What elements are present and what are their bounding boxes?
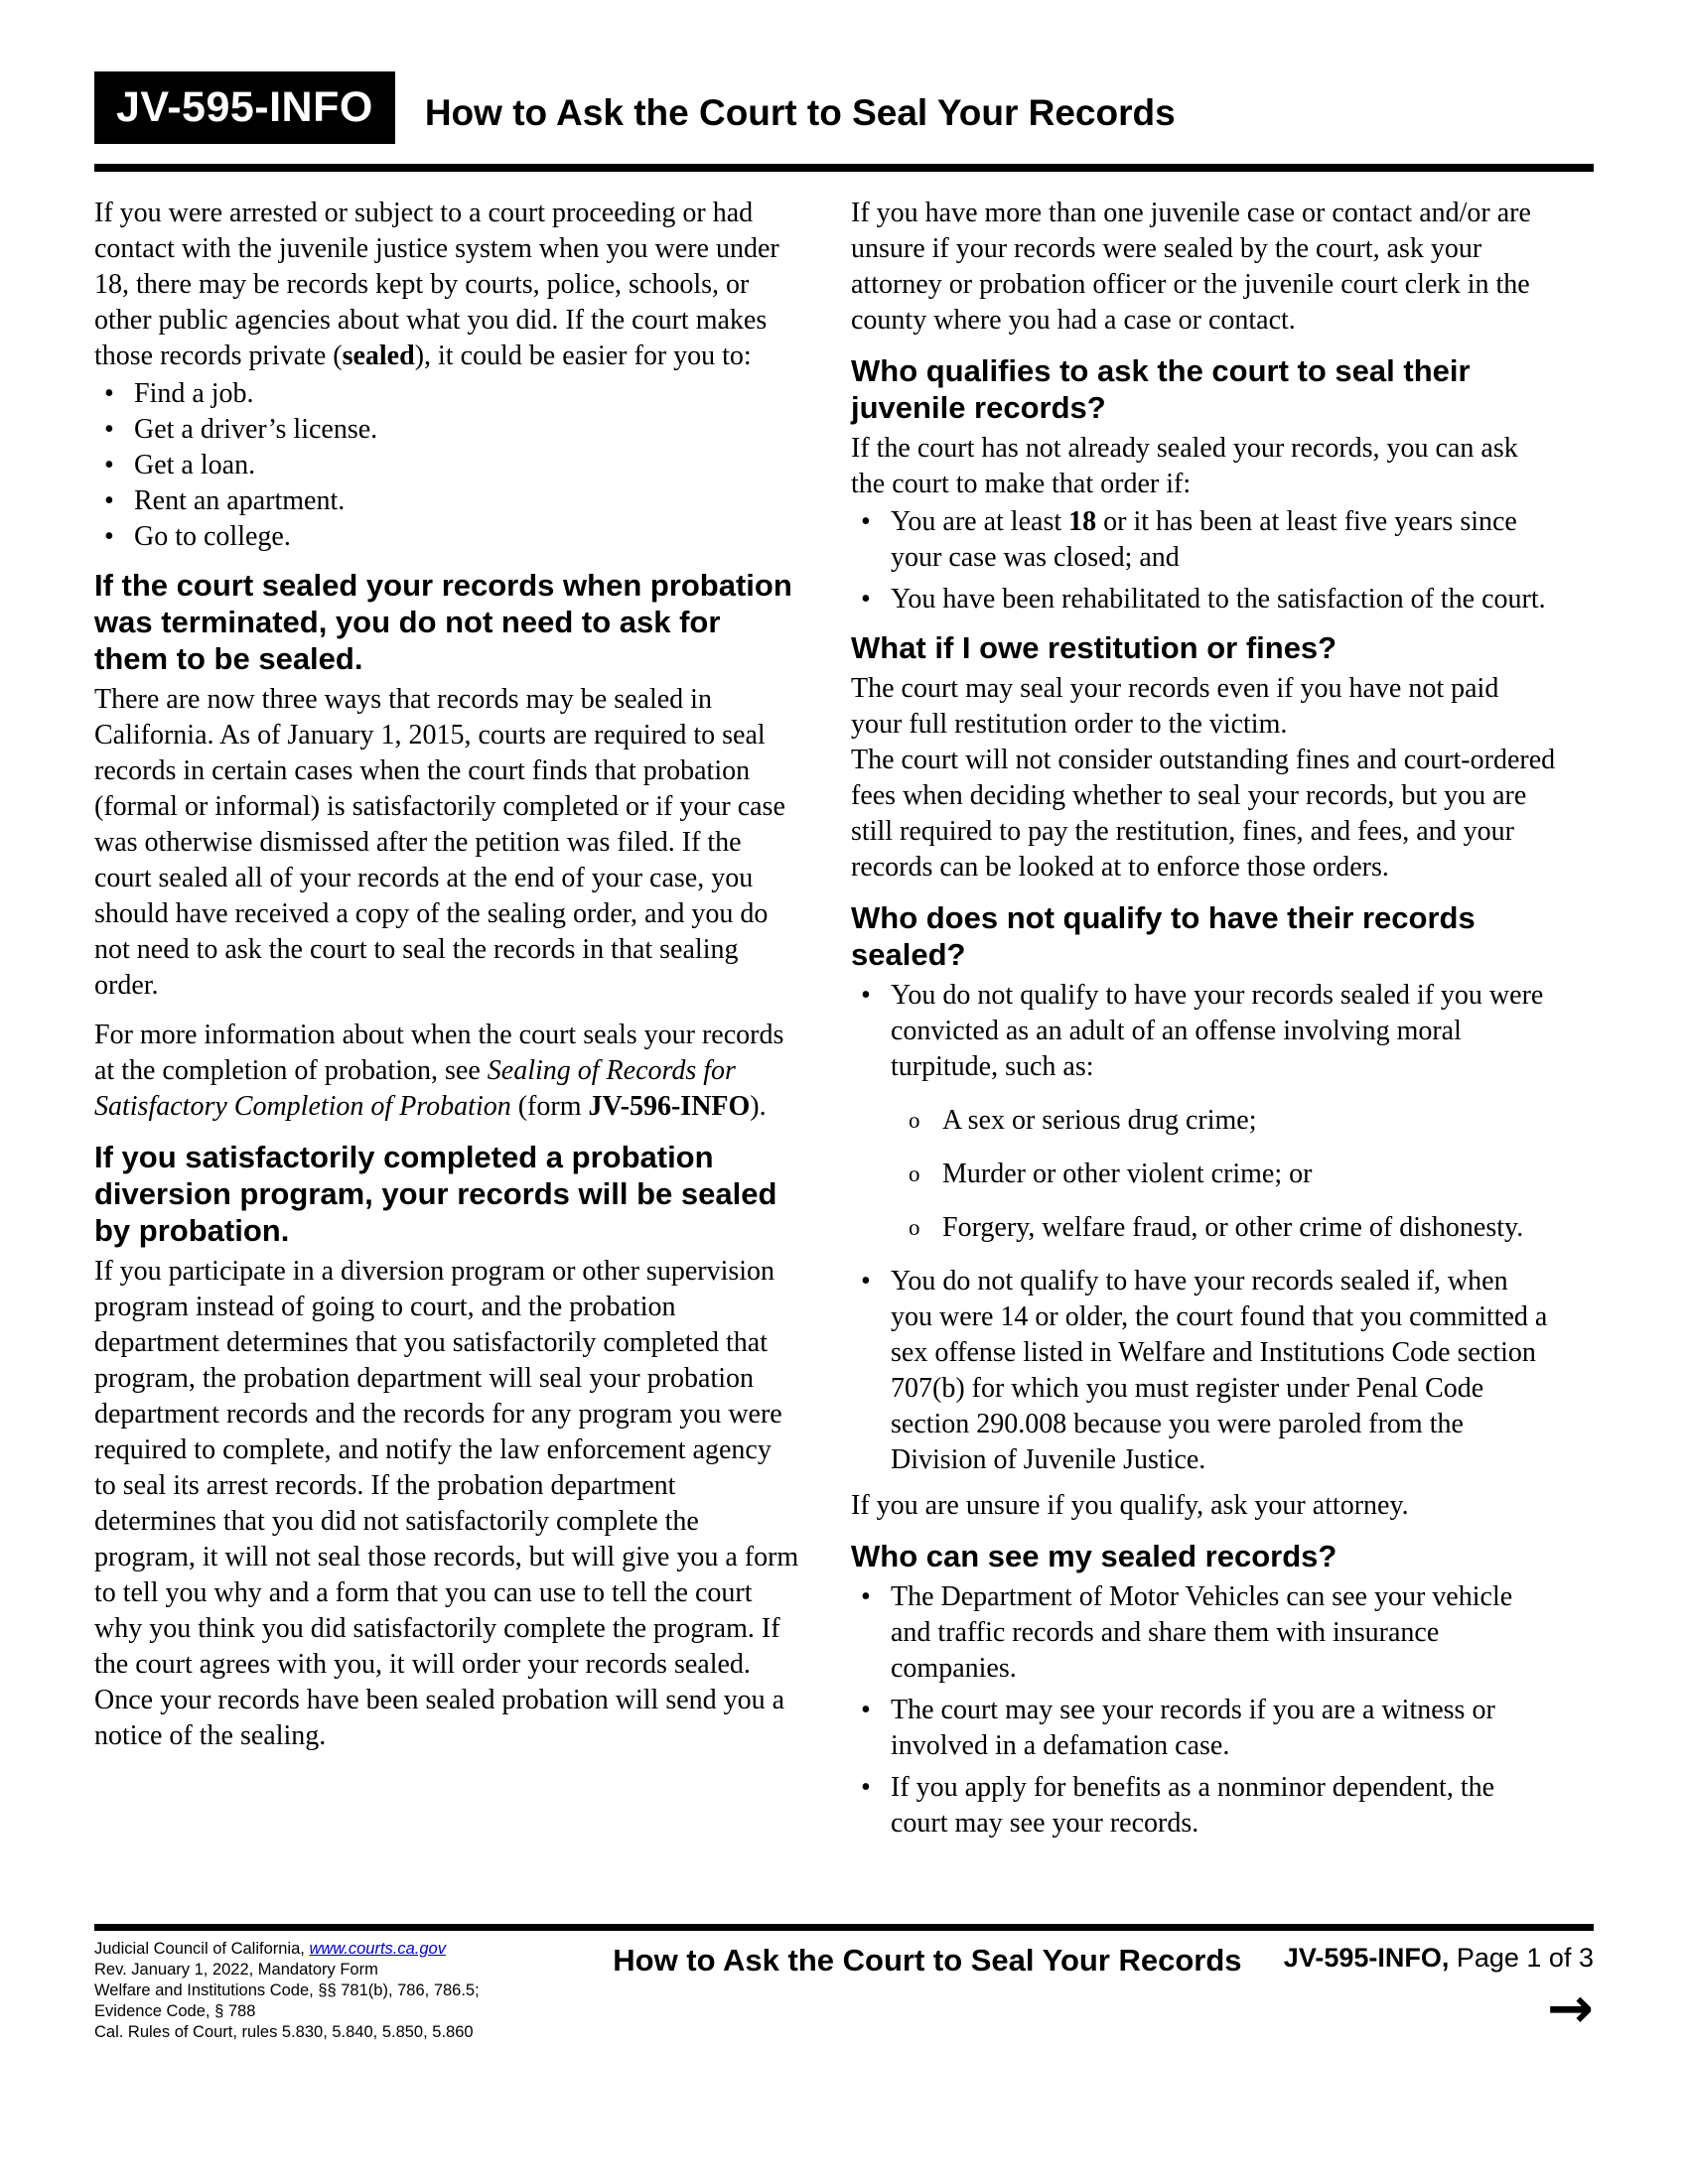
more-info-mid: (form xyxy=(510,1091,589,1122)
next-page-arrow-icon: → xyxy=(1547,1977,1594,2041)
bullet-icon: • xyxy=(861,1581,871,1612)
list-item xyxy=(851,1579,1556,1687)
bullet-text: You do not qualify to have your records sealed if, when you were 14 or older, the court found that you committed a sex offense listed in Welfare and Institutions Code section 707(b) for which you must register under Penal Code section 290.008 because you were paroled from the Division of Juvenile Justice. xyxy=(891,1266,1548,1475)
sub-bullet-text: A sex or serious drug crime; xyxy=(942,1105,1257,1136)
footer-org: Judicial Council of California, xyxy=(94,1940,310,1958)
bullet-icon: • xyxy=(861,506,871,537)
who-can-see-list xyxy=(851,1579,1556,1842)
list-item xyxy=(851,1693,1556,1764)
list-item xyxy=(851,504,1556,576)
sub-bullet-icon: o xyxy=(909,1108,920,1133)
footer-page-block xyxy=(1283,1943,1594,2041)
left-column xyxy=(94,196,799,1847)
bullet-text: You do not qualify to have your records sealed if you were convicted as an adult of an offense involving moral turpitude, such as: xyxy=(891,980,1544,1082)
sub-bullet-icon: o xyxy=(909,1215,920,1240)
paragraph-restitution-1: The court may seal your records even if you have not paid your full restitution order to the victim. xyxy=(851,673,1499,740)
intro-bold-sealed: sealed xyxy=(342,341,415,371)
sub-list-item xyxy=(903,1210,1556,1246)
paragraph-not-sealed: If the court has not already sealed your records, you can ask the court to make that order if: xyxy=(851,433,1518,499)
footer-page-ref xyxy=(1284,1943,1594,1974)
bullet-icon: • xyxy=(861,1772,871,1803)
sub-bullet-text: Murder or other violent crime; or xyxy=(942,1159,1313,1189)
footer-row xyxy=(94,1939,1594,2043)
section-heading-diversion-program: If you satisfactorily completed a probation diversion program, your records will be sealed by probation. xyxy=(94,1140,777,1248)
intro-text-post: ), it could be easier for you to: xyxy=(414,341,752,371)
bullet-icon: • xyxy=(104,485,114,516)
section-heading-not-qualify: Who does not qualify to have their records sealed? xyxy=(851,900,1476,972)
list-item xyxy=(94,448,799,483)
bullet-text: Get a driver’s license. xyxy=(134,414,378,445)
form-number-badge: JV-595-INFO xyxy=(94,71,395,144)
footer-meta-block xyxy=(94,1939,571,2043)
bullet-text: Find a job. xyxy=(134,378,254,409)
footer-form-number: JV-595-INFO, xyxy=(1283,1943,1450,1973)
list-item xyxy=(94,412,799,448)
paragraph-restitution-2: The court will not consider outstanding fines and court-ordered fees when deciding whether to seal your records, but you are still required to pay the restitution, fines, and fees, and your records can be looked at to enforce those orders. xyxy=(851,745,1556,883)
more-info-form-number: JV-596-INFO xyxy=(588,1091,751,1122)
footer-rule xyxy=(94,1924,1594,1931)
bullet-icon: • xyxy=(104,378,114,409)
qualify-b1-post: or it has been at least five years since your case was closed; and xyxy=(891,506,1517,573)
form-header xyxy=(94,71,1594,144)
sub-bullet-text: Forgery, welfare fraud, or other crime of dishonesty. xyxy=(942,1212,1524,1243)
more-info-form-title: Sealing of Records for Satisfactory Completion of Probation xyxy=(94,1055,736,1122)
paragraph-unsure: If you are unsure if you qualify, ask your attorney. xyxy=(851,1490,1409,1521)
bullet-icon: • xyxy=(861,584,871,614)
bullet-text xyxy=(891,504,1556,576)
list-item xyxy=(851,582,1556,617)
qualify-b1-bold-18: 18 xyxy=(1068,506,1097,537)
bullet-icon: • xyxy=(104,414,114,445)
not-qualify-list xyxy=(851,978,1556,1478)
section-heading-who-can-see: Who can see my sealed records? xyxy=(851,1539,1337,1573)
paragraph-three-ways: There are now three ways that records may be sealed in California. As of January 1, 2015, courts are required to seal records in certain cases when the court finds that probation (formal or informal) is satisfactorily completed or if your case was otherwise dismissed after the petition was filed. If the court sealed all of your records at the end of your case, you should have received a copy of the sealing order, and you do not need to ask the court to seal the records in that sealing order. xyxy=(94,684,785,1001)
sub-bullet-icon: o xyxy=(909,1161,920,1186)
list-item xyxy=(94,483,799,519)
moral-turpitude-sublist xyxy=(903,1103,1556,1246)
bullet-icon: • xyxy=(861,1266,871,1297)
section-heading-restitution: What if I owe restitution or fines? xyxy=(851,630,1337,665)
paragraph-more-info xyxy=(94,1018,799,1125)
header-rule xyxy=(94,164,1594,172)
qualify-list xyxy=(851,504,1556,617)
bullet-text: You have been rehabilitated to the satisfaction of the court. xyxy=(891,584,1546,614)
content-columns xyxy=(94,196,1594,1847)
footer-title: How to Ask the Court to Seal Your Records xyxy=(613,1943,1242,1978)
footer-page-number: Page 1 of 3 xyxy=(1449,1943,1594,1973)
list-item xyxy=(851,978,1556,1085)
bullet-icon: • xyxy=(861,1695,871,1725)
list-item xyxy=(94,519,799,555)
list-item xyxy=(94,376,799,412)
list-item xyxy=(851,1770,1556,1842)
bullet-text: Rent an apartment. xyxy=(134,485,346,516)
bullet-text: If you apply for benefits as a nonminor dependent, the court may see your records. xyxy=(891,1772,1495,1839)
intro-paragraph xyxy=(94,196,799,374)
list-item xyxy=(851,1264,1556,1478)
more-info-post: ). xyxy=(750,1091,767,1122)
footer-rules: Cal. Rules of Court, rules 5.830, 5.840, 5.850, 5.860 xyxy=(94,2023,474,2041)
bullet-icon: • xyxy=(104,450,114,480)
intro-text-pre: If you were arrested or subject to a court proceeding or had contact with the juvenile justice system when you were under 18, there may be records kept by courts, police, schools, or other public agencies about what you did. If the court makes those records private ( xyxy=(94,198,779,371)
footer-codes-1: Welfare and Institutions Code, §§ 781(b), 786, 786.5; xyxy=(94,1981,480,1999)
footer-revision: Rev. January 1, 2022, Mandatory Form xyxy=(94,1961,378,1979)
courts-website-link[interactable]: www.courts.ca.gov xyxy=(309,1940,446,1958)
page-title: How to Ask the Court to Seal Your Records xyxy=(424,91,1176,133)
page-footer xyxy=(94,1924,1594,2043)
right-column xyxy=(851,196,1556,1847)
paragraph-multiple-cases: If you have more than one juvenile case or contact and/or are unsure if your records were sealed by the court, ask your attorney or probation officer or the juvenile court clerk in the county where you had a case or contact. xyxy=(851,198,1531,336)
footer-codes-2: Evidence Code, § 788 xyxy=(94,2002,256,2020)
benefits-list xyxy=(94,376,799,555)
section-heading-who-qualifies: Who qualifies to ask the court to seal their juvenile records? xyxy=(851,353,1471,425)
footer-org-line xyxy=(94,1939,571,1960)
bullet-text: The court may see your records if you are a witness or involved in a defamation case. xyxy=(891,1695,1495,1761)
more-info-pre: For more information about when the court seals your records at the completion of probation, see xyxy=(94,1020,784,1086)
bullet-text: The Department of Motor Vehicles can see your vehicle and traffic records and share them with insurance companies. xyxy=(891,1581,1513,1684)
bullet-icon: • xyxy=(104,521,114,552)
bullet-text: Go to college. xyxy=(134,521,291,552)
sub-list-item xyxy=(903,1103,1556,1139)
paragraph-diversion: If you participate in a diversion program or other supervision program instead of going to court, and the probation department determines that you satisfactorily completed that program, the probation department will seal your probation department records and the records for any program you were required to complete, and notify the law enforcement agency to seal its arrest records. If the probation department determines that you did not satisfactorily complete the program, it will not seal those records, but will give you a form to tell you why and a form that you can use to tell the court why you think you did satisfactorily complete the program. If the court agrees with you, it will order your records sealed. Once your records have been sealed probation will send you a notice of the sealing. xyxy=(94,1256,799,1751)
qualify-b1-pre: You are at least xyxy=(891,506,1069,537)
sub-list-item xyxy=(903,1157,1556,1192)
bullet-text: Get a loan. xyxy=(134,450,256,480)
bullet-icon: • xyxy=(861,980,871,1011)
section-heading-sealed-at-termination: If the court sealed your records when probation was terminated, you do not need to ask for them to be sealed. xyxy=(94,568,792,676)
